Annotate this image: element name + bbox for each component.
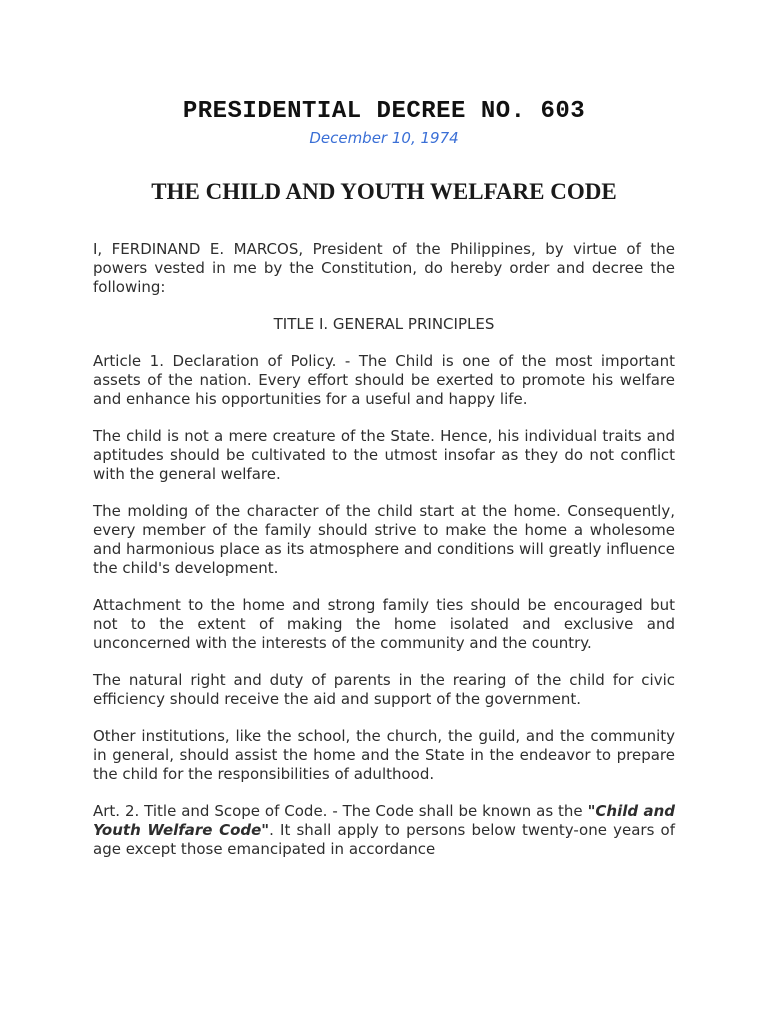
family-ties-paragraph: Attachment to the home and strong family ties should be encouraged but not to the extent of making the home isolated and exclusive and unconcerned with the interests of the community and the country. — [93, 596, 675, 652]
home-paragraph: The molding of the character of the child start at the home. Consequently, every member of the family should strive to make the home a wholesome and harmonious place as its atmosphere and conditions will greatly influence the child's development. — [93, 502, 675, 577]
code-title: THE CHILD AND YOUTH WELFARE CODE — [151, 179, 617, 204]
preamble-paragraph: I, FERDINAND E. MARCOS, President of the Philippines, by virtue of the powers vested in me by the Constitution, do hereby order and decree the following: — [93, 240, 675, 296]
article-2-rest: . It shall apply to persons below twenty-one years of age except those emancipated in accordance — [93, 821, 675, 858]
institutions-paragraph: Other institutions, like the school, the church, the guild, and the community in general, should assist the home and the State in the endeavor to prepare the child for the responsibilities of adulthood. — [93, 727, 675, 783]
state-paragraph: The child is not a mere creature of the State. Hence, his individual traits and aptitudes should be cultivated to the utmost insofar as they do not conflict with the general welfare. — [93, 427, 675, 483]
code-name: "Child and Youth Welfare Code" — [93, 802, 675, 839]
decree-title: PRESIDENTIAL DECREE NO. 603 — [182, 98, 586, 125]
document-body — [93, 240, 675, 877]
decree-date: December 10, 1974 — [309, 129, 459, 147]
article-2-paragraph — [93, 802, 675, 859]
article-1-paragraph: Article 1. Declaration of Policy. - The Child is one of the most important assets of the nation. Every effort should be exerted to promote his welfare and enhance his opportunities for a useful and happy life. — [93, 352, 675, 408]
section-heading: TITLE I. GENERAL PRINCIPLES — [273, 315, 495, 333]
article-2-intro: Art. 2. Title and Scope of Code. - The Code shall be known as the — [93, 802, 583, 820]
parents-paragraph: The natural right and duty of parents in the rearing of the child for civic efficiency should receive the aid and support of the government. — [93, 671, 675, 708]
